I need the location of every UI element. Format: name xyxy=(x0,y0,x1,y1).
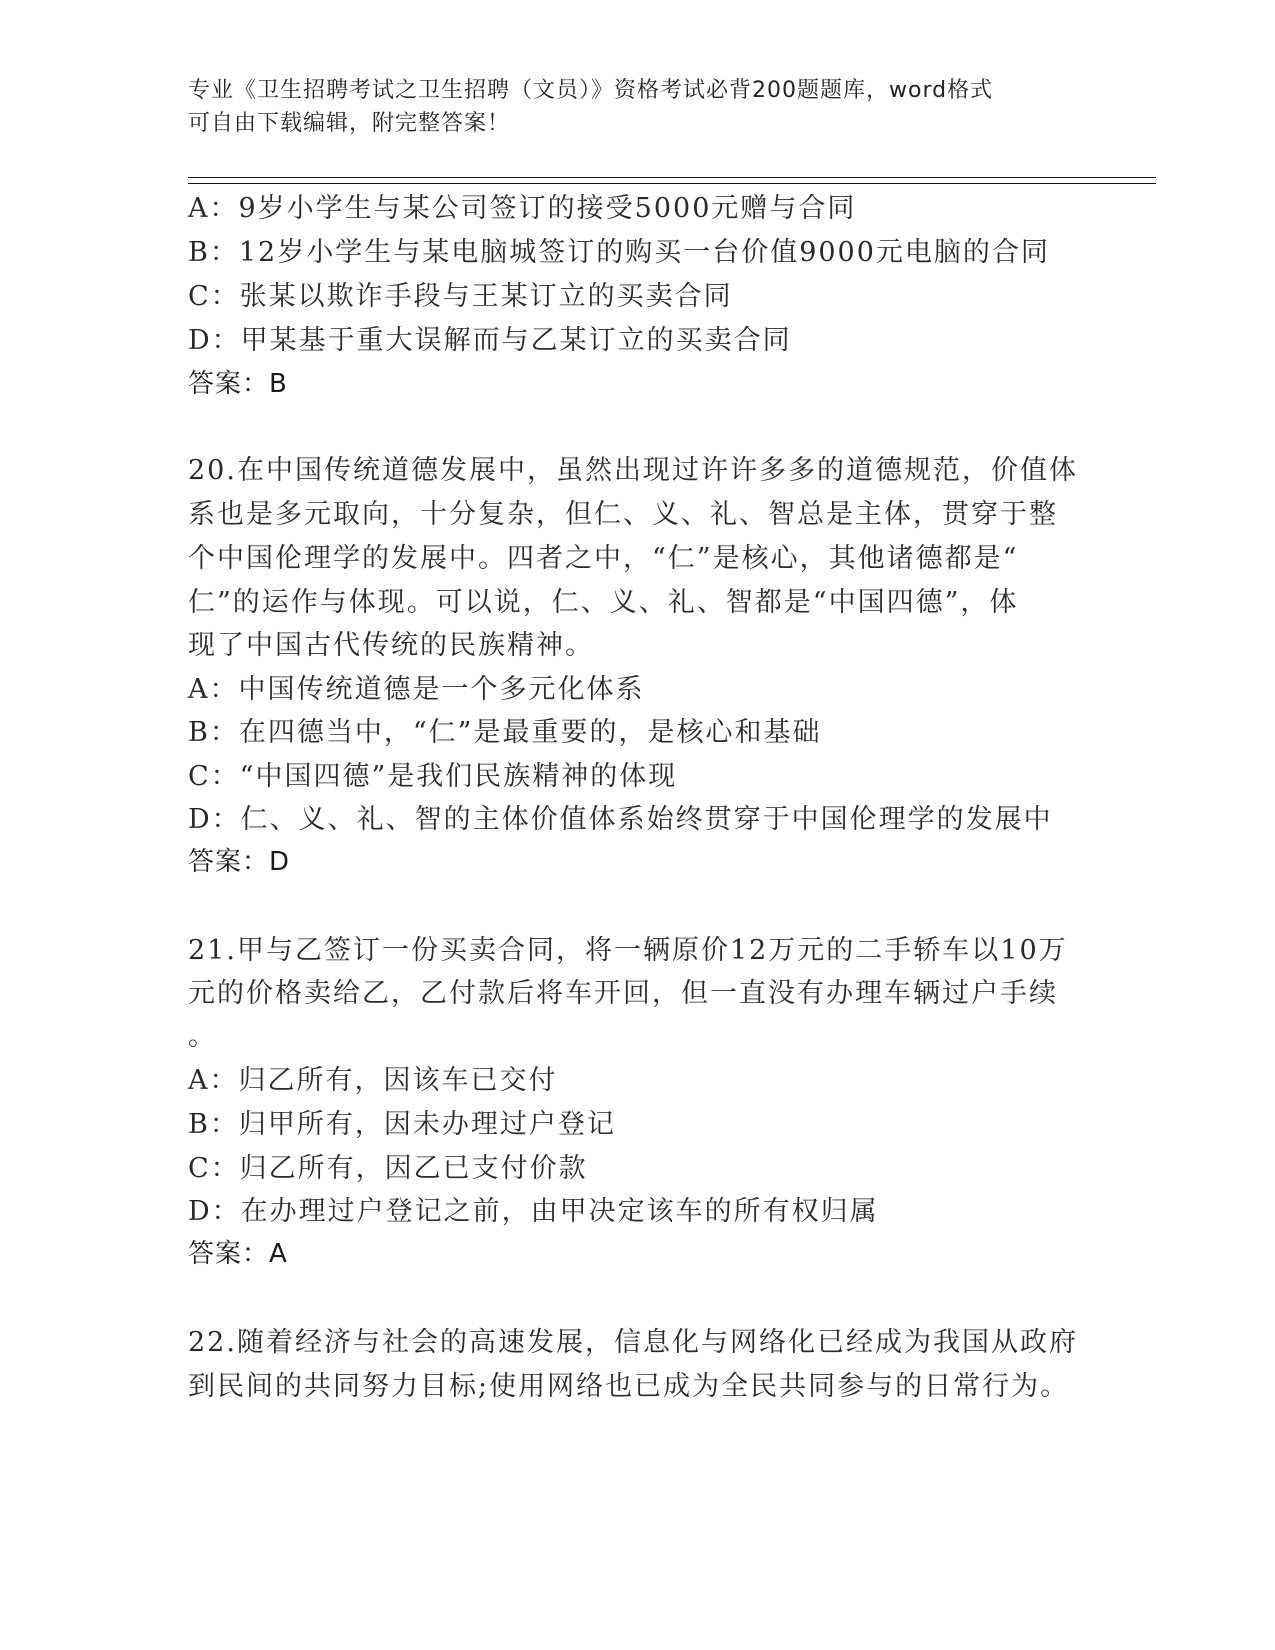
q20-stem-line-2: 系也是多元取向，十分复杂，但仁、义、礼、智总是主体，贯穿于整 xyxy=(188,499,1058,530)
q21-option-a: A：归乙所有，因该车已交付 xyxy=(188,1065,558,1096)
header-line-1: 专业《卫生招聘考试之卫生招聘（文员）》资格考试必背200题题库，word格式 xyxy=(188,78,994,103)
q20-option-d: D：仁、义、礼、智的主体价值体系始终贯穿于中国伦理学的发展中 xyxy=(188,804,1053,835)
q19-answer: 答案：B xyxy=(188,369,288,399)
q20-option-a: A：中国传统道德是一个多元化体系 xyxy=(188,674,645,705)
q20-answer: 答案：D xyxy=(188,847,291,877)
q21-stem-line-3: 。 xyxy=(188,1021,217,1052)
q20-stem-line-5: 现了中国古代传统的民族精神。 xyxy=(188,630,594,661)
q21-option-b: B：归甲所有，因未办理过户登记 xyxy=(188,1109,616,1140)
header-line-2: 可自由下载编辑，附完整答案！ xyxy=(188,111,511,136)
q21-option-c: C：归乙所有，因乙已支付价款 xyxy=(188,1153,588,1184)
q22-stem-line-2: 到民间的共同努力目标;使用网络也已成为全民共同参与的日常行为。 xyxy=(188,1371,1070,1402)
q21-stem-line-2: 元的价格卖给乙，乙付款后将车开回，但一直没有办理车辆过户手续 xyxy=(188,978,1058,1009)
q21-answer: 答案：A xyxy=(188,1239,288,1269)
q20-option-b: B：在四德当中，“仁”是最重要的，是核心和基础 xyxy=(188,717,822,748)
q19-option-b: B：12岁小学生与某电脑城签订的购买一台价值9000元电脑的合同 xyxy=(188,237,1050,268)
q19-option-c: C：张某以欺诈手段与王某订立的买卖合同 xyxy=(188,281,733,312)
q21-stem-line-1: 21.甲与乙签订一份买卖合同，将一辆原价12万元的二手轿车以10万 xyxy=(188,935,1068,966)
q21-option-d: D：在办理过户登记之前，由甲决定该车的所有权归属 xyxy=(188,1196,879,1227)
header-rule-top xyxy=(188,177,1156,178)
header-rule-bottom xyxy=(188,183,1156,184)
q19-option-d: D：甲某基于重大误解而与乙某订立的买卖合同 xyxy=(188,325,792,356)
q22-stem-line-1: 22.随着经济与社会的高速发展，信息化与网络化已经成为我国从政府 xyxy=(188,1327,1078,1358)
q20-option-c: C：“中国四德”是我们民族精神的体现 xyxy=(188,761,678,792)
q19-option-a: A：9岁小学生与某公司签订的接受5000元赠与合同 xyxy=(188,193,857,224)
q20-stem-line-1: 20.在中国传统道德发展中，虽然出现过许许多多的道德规范，价值体 xyxy=(188,455,1078,486)
q20-stem-line-3: 个中国伦理学的发展中。四者之中，“仁”是核心，其他诸德都是“ xyxy=(188,543,1019,574)
q20-stem-line-4: 仁”的运作与体现。可以说，仁、义、礼、智都是“中国四德”，体 xyxy=(188,587,1019,618)
document-header xyxy=(188,74,1078,140)
